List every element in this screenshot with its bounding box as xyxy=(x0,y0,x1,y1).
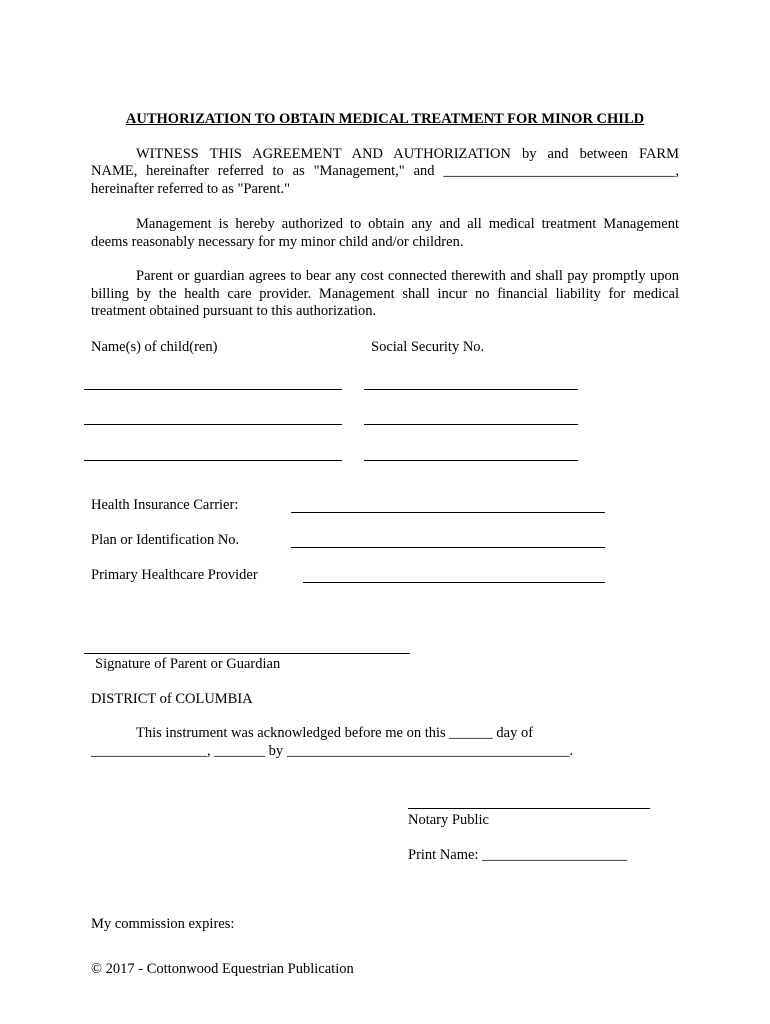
child-name-line-3[interactable] xyxy=(84,460,342,461)
child-name-line-1[interactable] xyxy=(84,389,342,390)
health-insurance-field[interactable] xyxy=(291,512,605,513)
notary-signature-line[interactable] xyxy=(408,808,650,809)
notary-public-label: Notary Public xyxy=(408,812,489,828)
agreement-paragraph-line-2: NAME, hereinafter referred to as "Management," and ________________________________, xyxy=(91,163,679,179)
primary-provider-field[interactable] xyxy=(303,582,605,583)
social-security-header: Social Security No. xyxy=(371,339,485,355)
acknowledgment-line-1: This instrument was acknowledged before me on this ______ day of xyxy=(136,725,534,741)
cost-liability-paragraph: Parent or guardian agrees to bear any cost connected therewith and shall pay promptly upon billing by the health care provider. Management shall incur no financial liability for medical treatment obtained pursuant to this authorization. xyxy=(91,268,679,320)
document-title: AUTHORIZATION TO OBTAIN MEDICAL TREATMENT FOR MINOR CHILD xyxy=(125,111,645,127)
agreement-paragraph-line-3: hereinafter referred to as "Parent." xyxy=(91,181,291,197)
child-name-line-2[interactable] xyxy=(84,424,342,425)
plan-id-field[interactable] xyxy=(291,547,605,548)
acknowledgment-line-2: ________________, _______ by _______________________________________. xyxy=(91,743,574,759)
child-ssn-line-3[interactable] xyxy=(364,460,578,461)
commission-expires-label: My commission expires: xyxy=(91,916,235,932)
primary-provider-label: Primary Healthcare Provider xyxy=(91,567,258,583)
children-names-header: Name(s) of child(ren) xyxy=(91,339,218,355)
authorization-paragraph: Management is hereby authorized to obtain any and all medical treatment Management deems reasonably necessary for my minor child and/or children. xyxy=(91,216,679,250)
plan-id-label: Plan or Identification No. xyxy=(91,532,240,548)
jurisdiction-text: DISTRICT of COLUMBIA xyxy=(91,691,253,707)
agreement-paragraph-line-1: WITNESS THIS AGREEMENT AND AUTHORIZATION by and between FARM xyxy=(136,146,679,162)
child-ssn-line-2[interactable] xyxy=(364,424,578,425)
health-insurance-label: Health Insurance Carrier: xyxy=(91,497,239,513)
copyright-footer: © 2017 - Cottonwood Equestrian Publication xyxy=(91,961,354,977)
signature-label: Signature of Parent or Guardian xyxy=(95,656,281,672)
notary-print-name: Print Name: ____________________ xyxy=(408,847,628,863)
child-ssn-line-1[interactable] xyxy=(364,389,578,390)
signature-line[interactable] xyxy=(84,653,410,654)
